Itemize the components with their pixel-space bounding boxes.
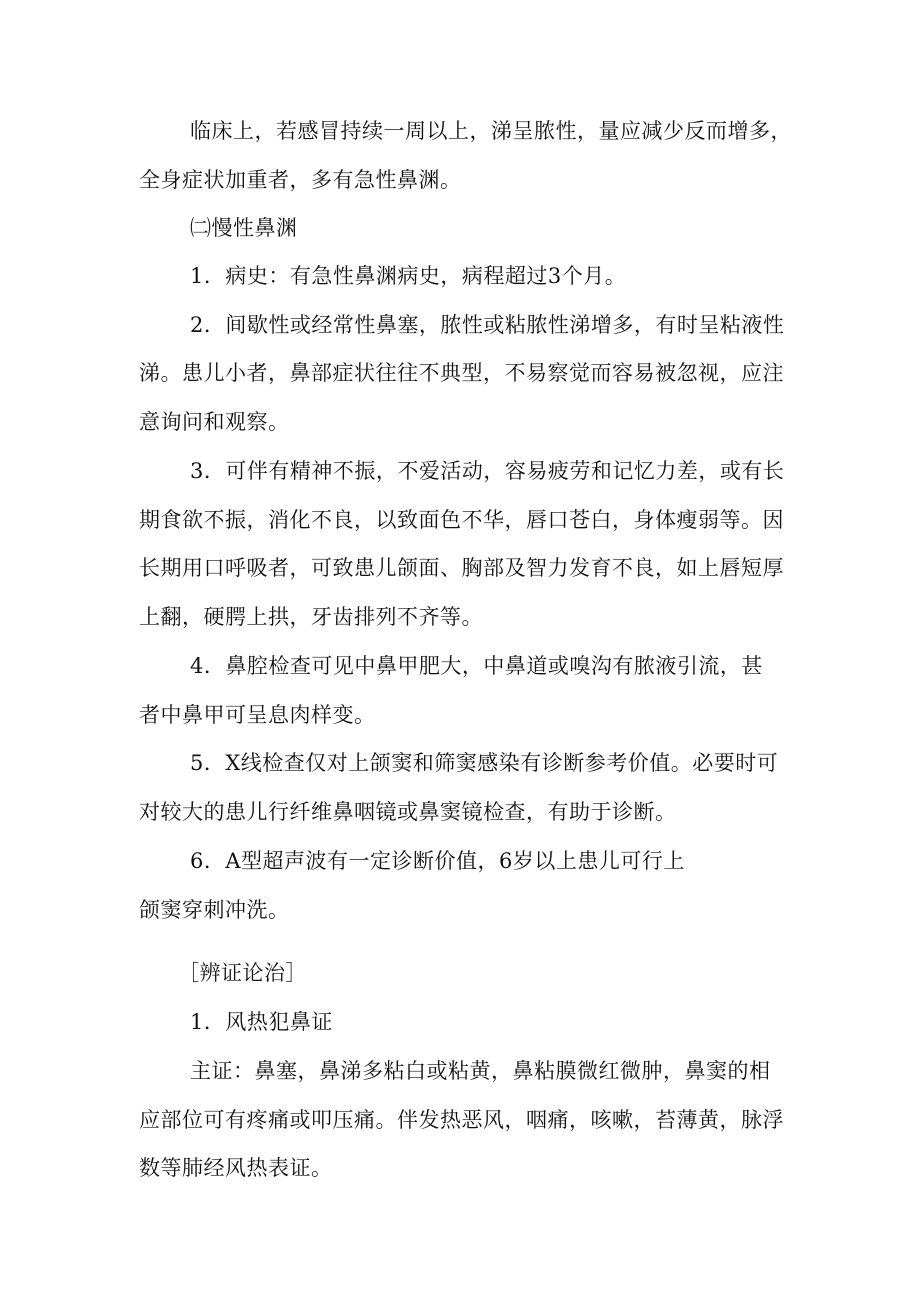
item-3-line-4: 上翻，硬腭上拱，牙齿排列不齐等。 — [139, 605, 483, 629]
item-3-line-3: 长期用口呼吸者，可致患儿颌面、胸部及智力发育不良，如上唇短厚 — [139, 556, 784, 580]
item-6-line-1: 6．A型超声波有一定诊断价值，6岁以上患儿可行上 — [190, 849, 685, 873]
heading-chronic-sinusitis: ㈡慢性鼻渊 — [190, 216, 298, 240]
item-4-line-2: 者中鼻甲可呈息肉样变。 — [139, 703, 376, 727]
heading-syndrome-differentiation: ［辨证论治］ — [178, 961, 307, 985]
item-3-line-1: 3．可伴有精神不振，不爱活动，容易疲劳和记忆力差，或有长 — [190, 459, 785, 483]
main-symptom-line-2: 应部位可有疼痛或叩压痛。伴发热恶风，咽痛，咳嗽，苔薄黄，脉浮 — [139, 1108, 784, 1132]
main-symptom-line-1: 主证：鼻塞，鼻涕多粘白或粘黄，鼻粘膜微红微肿，鼻窦的相 — [190, 1059, 771, 1083]
item-1-line-1: 1．病史：有急性鼻渊病史，病程超过3个月。 — [190, 264, 627, 288]
subheading-wind-heat: 1．风热犯鼻证 — [190, 1010, 333, 1034]
paragraph-acute-line-2: 全身症状加重者，多有急性鼻渊。 — [139, 168, 462, 192]
item-2-line-1: 2．间歇性或经常性鼻塞，脓性或粘脓性涕增多，有时呈粘液性 — [190, 313, 785, 337]
item-4-line-1: 4．鼻腔检查可见中鼻甲肥大，中鼻道或嗅沟有脓液引流，甚 — [190, 654, 763, 678]
item-6-line-2: 颌窦穿刺冲洗。 — [139, 898, 290, 922]
item-5-line-2: 对较大的患儿行纤维鼻咽镜或鼻窦镜检查，有助于诊断。 — [139, 800, 677, 824]
item-5-line-1: 5．X线检查仅对上颌窦和筛窦感染有诊断参考价值。必要时可 — [190, 751, 779, 775]
item-2-line-3: 意询问和观察。 — [139, 410, 290, 434]
paragraph-acute-line-1: 临床上，若感冒持续一周以上，涕呈脓性，量应减少反而增多， — [190, 119, 792, 143]
item-3-line-2: 期食欲不振，消化不良，以致面色不华，唇口苍白，身体瘦弱等。因 — [139, 508, 784, 532]
main-symptom-line-3: 数等肺经风热表证。 — [139, 1156, 333, 1180]
item-2-line-2: 涕。患儿小者，鼻部症状往往不典型，不易察觉而容易被忽视，应注 — [139, 361, 784, 385]
